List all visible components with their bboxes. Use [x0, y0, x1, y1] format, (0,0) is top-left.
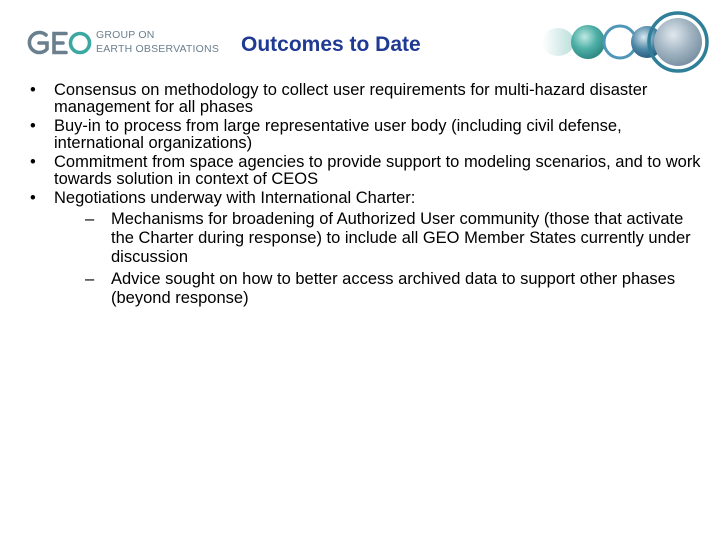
bullet-text: Consensus on methodology to collect user requirements for multi-hazard disaster management for all phases — [54, 81, 648, 116]
geo-logo-text — [96, 28, 219, 56]
sub-bullet-text: Advice sought on how to better access archived data to support other phases (beyond response) — [111, 270, 676, 307]
geo-logo-icon — [26, 28, 92, 58]
sub-bullet-item — [79, 210, 702, 267]
sub-bullet-text: Mechanisms for broadening of Authorized User community (those that activate the Charter during response) to include all GEO Member States currently under discussion — [111, 210, 691, 266]
bullet-glyph: • — [30, 153, 36, 171]
dash-glyph: – — [85, 270, 95, 288]
slide-title: Outcomes to Date — [241, 33, 421, 56]
bullet-item — [30, 82, 702, 116]
logo-line-2: EARTH OBSERVATIONS — [96, 43, 220, 55]
bullet-list — [30, 82, 702, 308]
bullet-item — [30, 190, 702, 308]
bullet-item — [30, 118, 702, 152]
sub-bullet-item — [79, 270, 702, 308]
bullet-glyph: • — [30, 189, 36, 207]
slide-header — [0, 0, 720, 80]
bullet-text: Negotiations underway with International Charter: — [54, 189, 416, 207]
logo-line-1: GROUP ON — [96, 29, 155, 41]
dash-glyph: – — [85, 210, 95, 228]
geo-logo — [26, 26, 234, 62]
bullet-glyph: • — [30, 81, 36, 99]
slide-body — [30, 82, 702, 311]
bullet-item — [30, 154, 702, 188]
decorative-circles-icon — [540, 4, 710, 78]
sub-bullet-list — [54, 210, 702, 308]
bullet-text: Buy-in to process from large representative user body (including civil defense, international organizations) — [54, 117, 622, 152]
bullet-text: Commitment from space agencies to provide support to modeling scenarios, and to work towards solution in context of CEOS — [54, 153, 701, 188]
bullet-glyph: • — [30, 117, 36, 135]
